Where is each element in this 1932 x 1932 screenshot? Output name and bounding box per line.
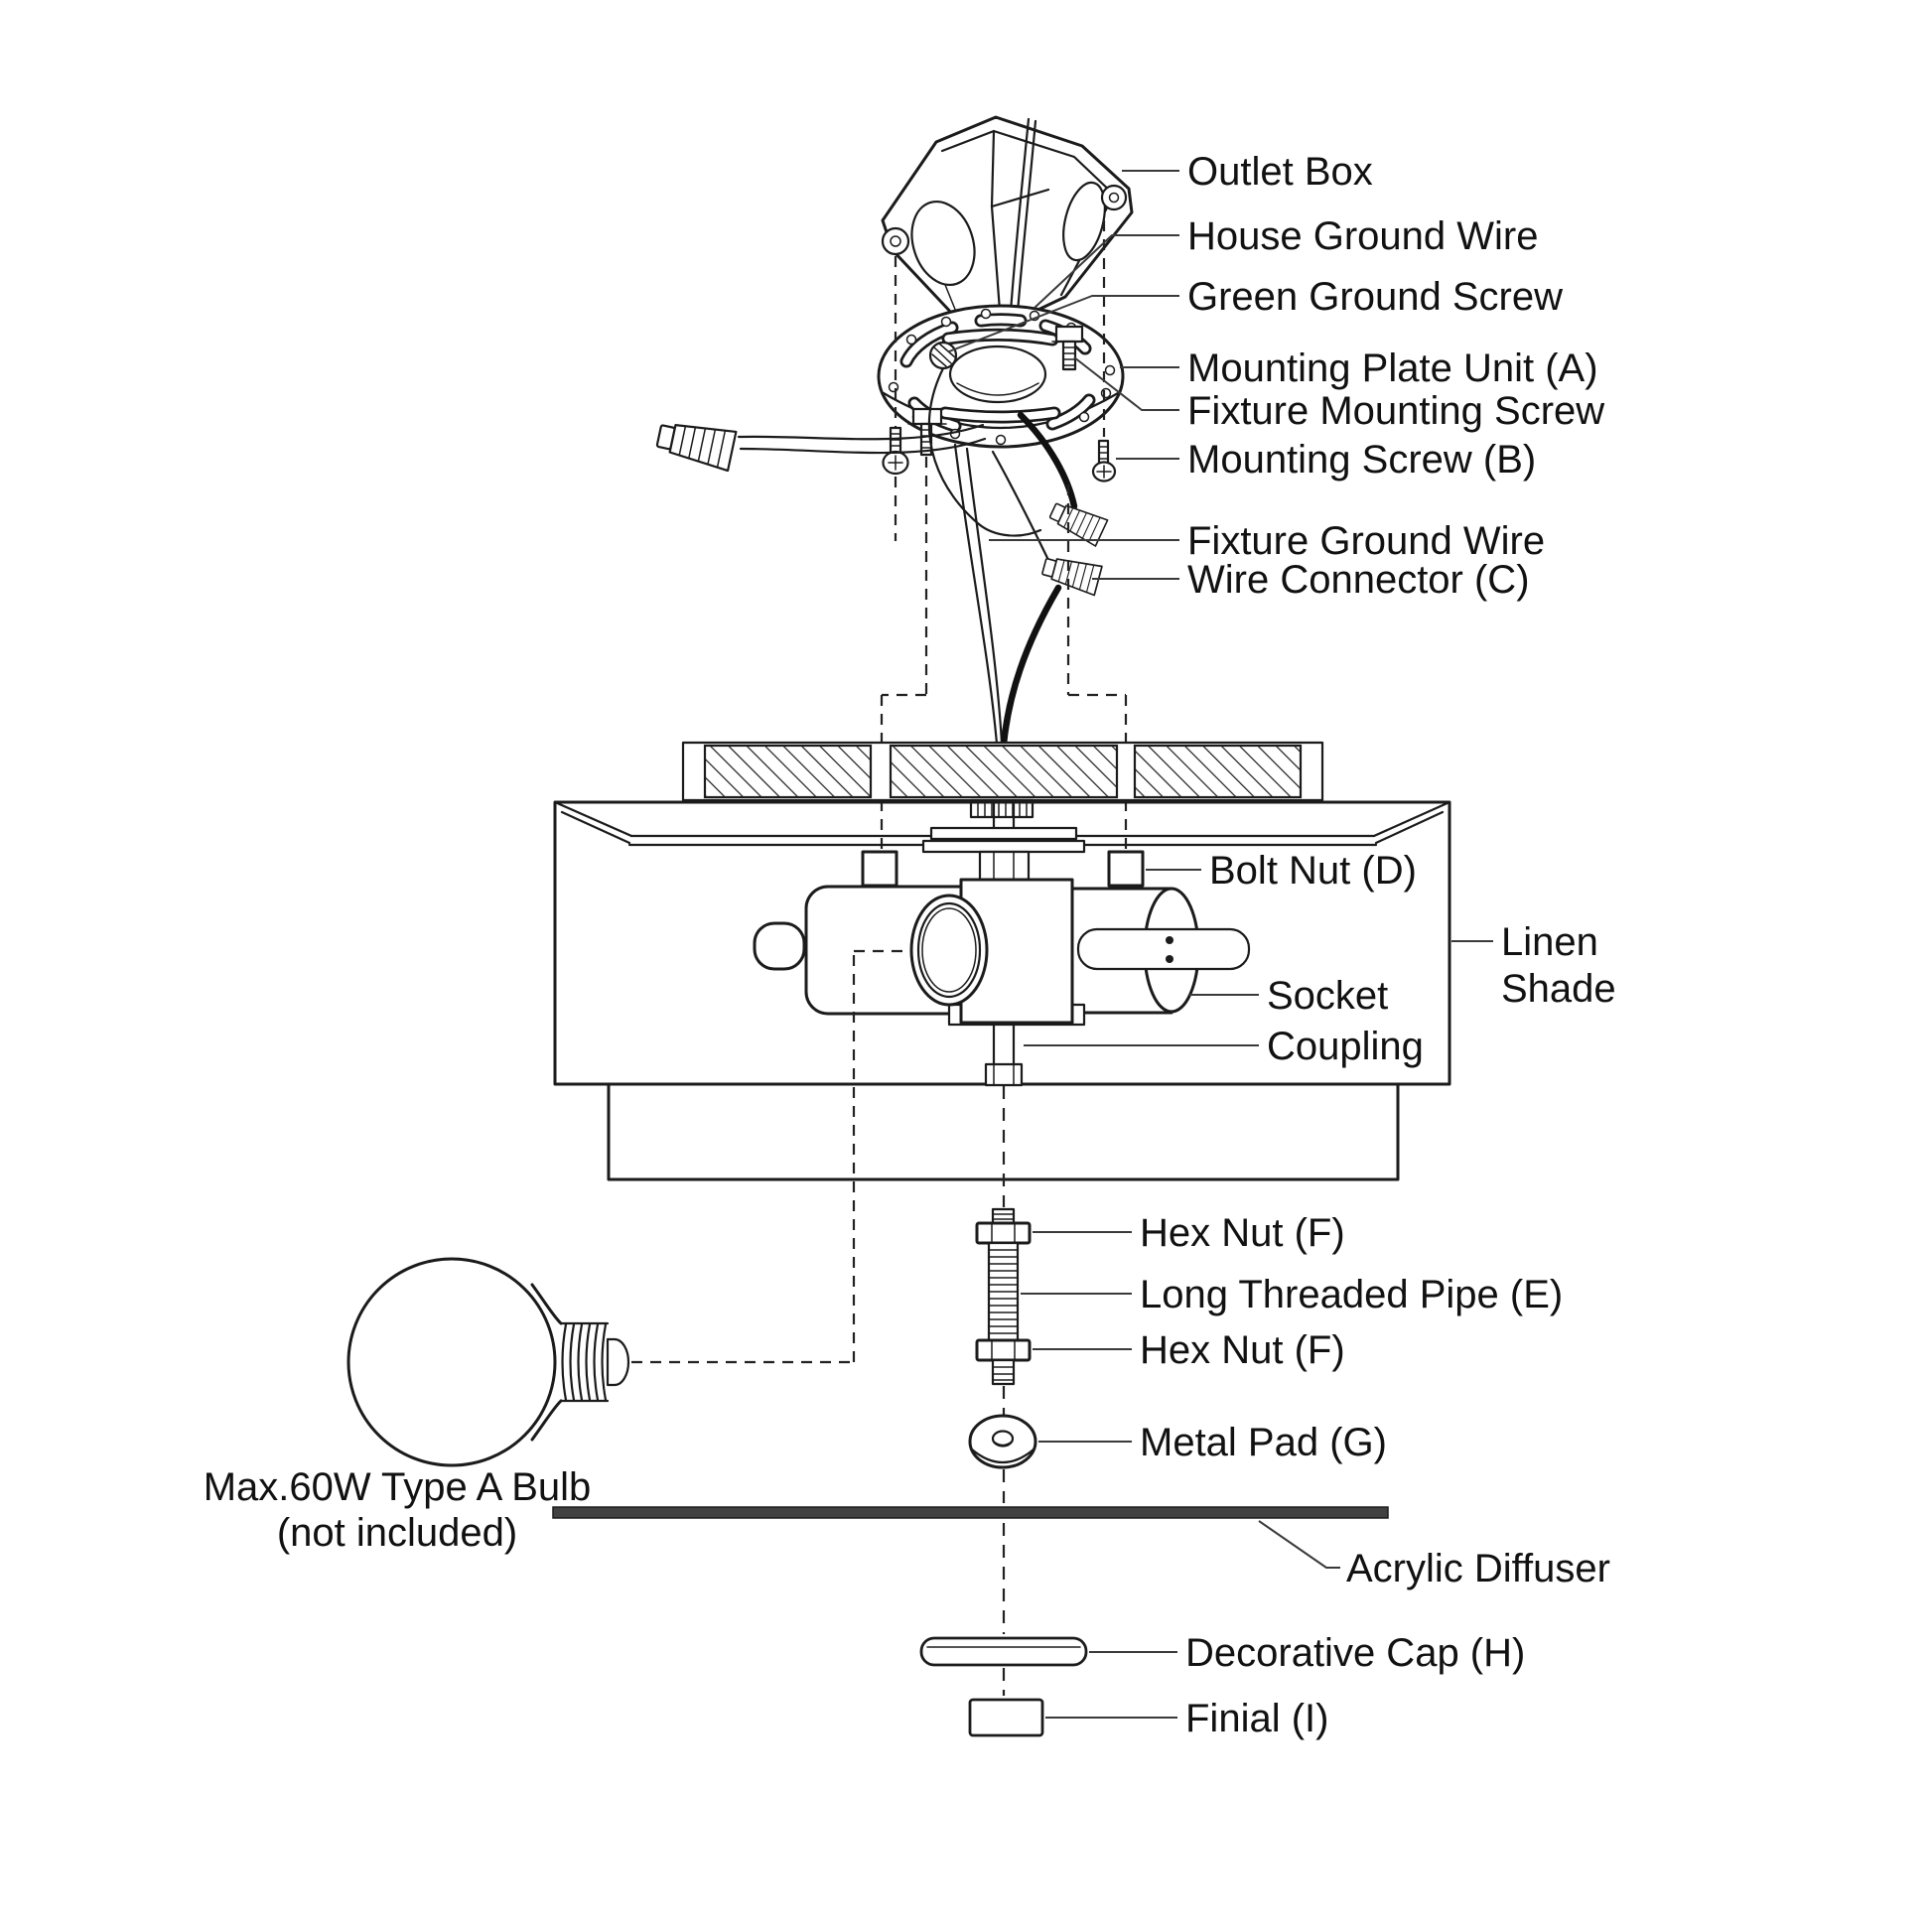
hex-nut-top-drawing — [977, 1209, 1030, 1243]
label-coupling: Coupling — [1267, 1025, 1424, 1068]
label-fixture-ground-wire: Fixture Ground Wire — [1187, 519, 1546, 563]
label-fixture-mounting-screw: Fixture Mounting Screw — [1187, 389, 1605, 433]
label-bolt-nut-d: Bolt Nut (D) — [1209, 849, 1417, 893]
stem-hardware — [970, 1209, 1035, 1467]
wire-connector-upper-right — [1046, 497, 1107, 546]
long-threaded-pipe-drawing — [989, 1243, 1018, 1340]
label-bulb-note-line2: (not included) — [276, 1511, 518, 1555]
label-mounting-screw-b: Mounting Screw (B) — [1187, 438, 1537, 482]
wire-connector-left — [655, 416, 737, 471]
label-metal-pad-g: Metal Pad (G) — [1140, 1421, 1387, 1464]
socket-left-pin — [755, 923, 804, 969]
mounting-screw-b-left — [884, 428, 908, 474]
label-linen-shade-line1: Linen — [1501, 920, 1598, 964]
metal-pad-drawing — [970, 1416, 1035, 1467]
outlet-box-right-tab — [1102, 186, 1126, 209]
label-decorative-cap-h: Decorative Cap (H) — [1185, 1631, 1526, 1675]
leader-acrylic-diffuser — [1259, 1521, 1340, 1568]
socket-rod — [1078, 929, 1249, 969]
label-finial-i: Finial (I) — [1185, 1697, 1329, 1740]
label-hex-nut-f-top: Hex Nut (F) — [1140, 1211, 1345, 1255]
socket-assembly — [755, 800, 1249, 1085]
outlet-box-drawing — [883, 117, 1132, 325]
label-socket: Socket — [1267, 974, 1389, 1018]
bolt-nut-right — [1109, 852, 1143, 886]
hex-nut-bottom-drawing — [977, 1340, 1030, 1384]
label-hex-nut-f-bottom: Hex Nut (F) — [1140, 1328, 1345, 1372]
coupling-drawing — [986, 1023, 1022, 1085]
mounting-screw-b-right — [1093, 441, 1115, 482]
finial-drawing — [970, 1700, 1042, 1735]
label-wire-connector-c: Wire Connector (C) — [1187, 558, 1530, 602]
wire-connector-lower-right — [1040, 552, 1102, 596]
outlet-box-left-tab — [883, 228, 908, 254]
canopy-ring — [683, 743, 1322, 817]
label-acrylic-diffuser: Acrylic Diffuser — [1346, 1547, 1610, 1590]
bulb-drawing — [348, 1259, 628, 1465]
label-long-threaded-pipe-e: Long Threaded Pipe (E) — [1140, 1273, 1564, 1316]
label-linen-shade-line2: Shade — [1501, 967, 1616, 1011]
acrylic-diffuser-drawing — [553, 1507, 1388, 1518]
label-outlet-box: Outlet Box — [1187, 150, 1373, 194]
label-green-ground-screw: Green Ground Screw — [1187, 275, 1563, 319]
bolt-nut-left — [863, 852, 897, 886]
decorative-cap-drawing — [921, 1638, 1086, 1665]
label-mounting-plate-unit: Mounting Plate Unit (A) — [1187, 346, 1598, 390]
label-bulb-note-line1: Max.60W Type A Bulb — [203, 1465, 592, 1509]
label-house-ground-wire: House Ground Wire — [1187, 214, 1539, 258]
green-ground-screw-drawing — [930, 343, 956, 368]
